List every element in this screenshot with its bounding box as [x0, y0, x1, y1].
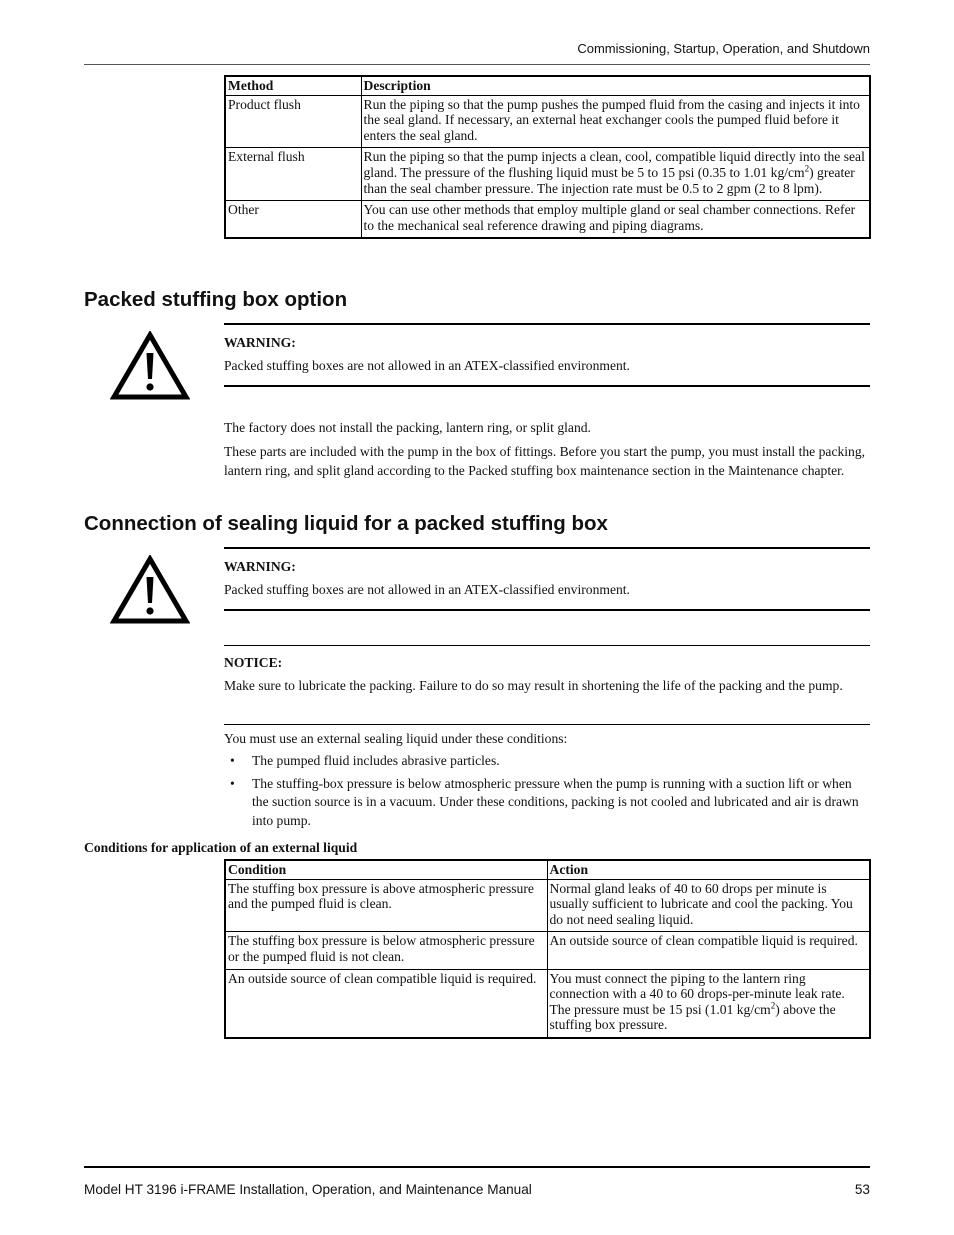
body-paragraph: The factory does not install the packing, lantern ring, or split gland. [224, 420, 591, 435]
list-item [224, 775, 870, 831]
header-rule [84, 64, 870, 65]
notice-bottom-rule [224, 724, 870, 725]
body-paragraph: You must use an external sealing liquid under these conditions: [224, 731, 568, 746]
table-row [225, 879, 870, 932]
table-row [225, 969, 870, 1038]
notice-text: Make sure to lubricate the packing. Failure to do so may result in shortening the life of the packing and the pump. [224, 678, 843, 693]
action-cell: Normal gland leaks of 40 to 60 drops per minute is usually sufficient to lubricate and cool the packing. You do not need sealing liquid. [547, 879, 870, 932]
table-row [225, 201, 870, 239]
method-cell: Other [225, 201, 361, 239]
warning-bottom-rule [224, 385, 870, 387]
condition-cell: An outside source of clean compatible liquid is required. [225, 969, 547, 1038]
list-item [224, 752, 870, 771]
warning-bottom-rule [224, 609, 870, 611]
page-number: 53 [854, 1182, 870, 1197]
table-row [225, 932, 870, 969]
description-cell [361, 148, 870, 201]
column-header-method: Method [225, 76, 361, 95]
table-row [225, 148, 870, 201]
footer-title: Model HT 3196 i-FRAME Installation, Operation, and Maintenance Manual [84, 1182, 532, 1197]
superscript: 2 [770, 1000, 776, 1011]
section-heading-packed: Packed stuffing box option [84, 288, 348, 311]
action-text: You must connect the piping to the lantern ring connection with a 40 to 60 drops-per-minute leak rate. The pressure must be 15 psi (1.01 kg/cm [549, 970, 845, 1017]
superscript: 2 [804, 163, 810, 174]
description-text: ) greater than the seal chamber pressure. The injection rate must be 0.5 to 2 gpm (2 to 8 lpm). [363, 164, 855, 196]
list-item-text: The pumped fluid includes abrasive particles. [252, 753, 500, 768]
column-header-action: Action [547, 860, 870, 879]
notice-label: NOTICE: [224, 655, 283, 670]
method-cell: External flush [225, 148, 361, 201]
action-text: ) above the stuffing box pressure. [549, 1001, 836, 1033]
section-heading-connection: Connection of sealing liquid for a packed stuffing box [84, 512, 608, 535]
notice-top-rule [224, 645, 870, 646]
condition-action-table [224, 859, 871, 1039]
warning-triangle-icon [110, 331, 190, 401]
warning-label: WARNING: [224, 559, 296, 574]
table-row [225, 95, 870, 148]
description-text: Run the piping so that the pump injects a clean, cool, compatible liquid directly into the seal gland. The pressure of the flushing liquid must be 5 to 15 psi (0.35 to 1.01 kg/cm [363, 149, 865, 180]
condition-bullet-list [224, 752, 870, 834]
action-cell: An outside source of clean compatible liquid is required. [547, 932, 870, 969]
condition-cell: The stuffing box pressure is below atmospheric pressure or the pumped fluid is not clean. [225, 932, 547, 969]
column-header-description: Description [361, 76, 870, 95]
column-header-condition: Condition [225, 860, 547, 879]
condition-cell: The stuffing box pressure is above atmospheric pressure and the pumped fluid is clean. [225, 879, 547, 932]
running-header: Commissioning, Startup, Operation, and Shutdown [577, 41, 870, 56]
warning-triangle-icon [110, 555, 190, 625]
action-cell [547, 969, 870, 1038]
bullet-icon: • [230, 753, 235, 768]
warning-top-rule [224, 547, 870, 549]
warning-text: Packed stuffing boxes are not allowed in an ATEX-classified environment. [224, 358, 630, 373]
warning-top-rule [224, 323, 870, 325]
description-cell: Run the piping so that the pump pushes the pumped fluid from the casing and injects it into the seal gland. If necessary, an external heat exchanger cools the pumped fluid before it enters the seal gland. [361, 95, 870, 148]
footer-rule [84, 1166, 870, 1168]
bullet-icon: • [230, 775, 235, 791]
body-paragraph: These parts are included with the pump in the box of fittings. Before you start the pump, you must install the packing, lantern ring, and split gland according to the Packed stuffing box maintenance section in the Maintenance chapter. [224, 444, 866, 478]
method-cell: Product flush [225, 95, 361, 148]
warning-text: Packed stuffing boxes are not allowed in an ATEX-classified environment. [224, 582, 630, 597]
description-cell: You can use other methods that employ multiple gland or seal chamber connections. Refer to the mechanical seal reference drawing and piping diagrams. [361, 201, 870, 239]
list-item-text: The stuffing-box pressure is below atmospheric pressure when the pump is running with a suction lift or when the suction source is in a vacuum. Under these conditions, packing is not cooled and lubricated and air is drawn into pump. [252, 775, 859, 828]
table-caption: Conditions for application of an external liquid [84, 840, 358, 855]
warning-label: WARNING: [224, 335, 296, 350]
flush-method-table [224, 75, 871, 239]
